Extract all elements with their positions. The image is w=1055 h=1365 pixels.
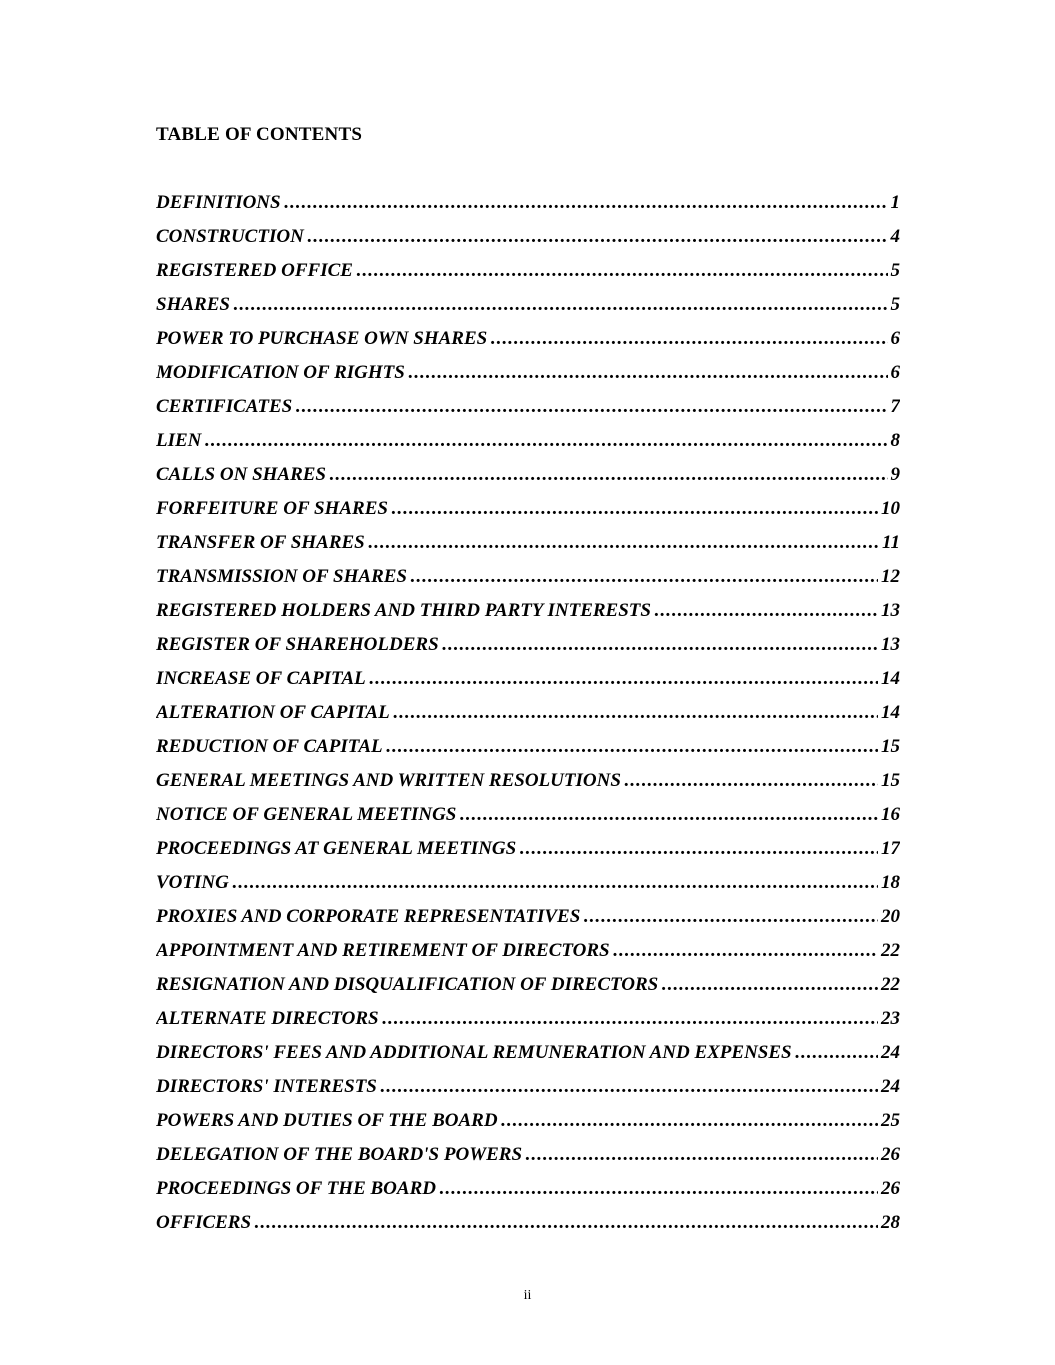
toc-dot-leader: [442, 634, 878, 656]
toc-dot-leader: [490, 328, 887, 350]
toc-entry[interactable]: [156, 226, 900, 260]
toc-dot-leader: [408, 362, 888, 384]
toc-dot-leader: [613, 940, 878, 962]
toc-entry[interactable]: [156, 634, 900, 668]
toc-dot-leader: [307, 226, 888, 248]
toc-dot-leader: [654, 600, 878, 622]
toc-dot-leader: [369, 668, 878, 690]
toc-entry[interactable]: [156, 1212, 900, 1246]
toc-dot-leader: [459, 804, 878, 826]
table-of-contents: [156, 192, 900, 1246]
toc-entry-page: 28: [881, 1212, 900, 1233]
toc-entry-title: DIRECTORS' INTERESTS: [156, 1076, 377, 1097]
toc-entry-title: OFFICERS: [156, 1212, 252, 1233]
toc-entry[interactable]: [156, 566, 900, 600]
toc-entry[interactable]: [156, 1178, 900, 1212]
toc-dot-leader: [439, 1178, 878, 1200]
toc-dot-leader: [232, 872, 878, 894]
toc-dot-leader: [410, 566, 878, 588]
toc-entry[interactable]: [156, 498, 900, 532]
toc-entry-page: 13: [881, 634, 900, 655]
toc-entry-page: 23: [881, 1008, 900, 1029]
toc-dot-leader: [329, 464, 888, 486]
toc-entry[interactable]: [156, 430, 900, 464]
toc-entry[interactable]: [156, 1076, 900, 1110]
toc-entry-title: PROCEEDINGS AT GENERAL MEETINGS: [156, 838, 517, 859]
toc-entry-title: DELEGATION OF THE BOARD'S POWERS: [156, 1144, 523, 1165]
toc-entry[interactable]: [156, 872, 900, 906]
toc-entry-page: 11: [882, 532, 900, 553]
toc-dot-leader: [795, 1042, 878, 1064]
toc-entry-page: 24: [881, 1042, 900, 1063]
toc-entry[interactable]: [156, 702, 900, 736]
toc-entry-page: 4: [890, 226, 900, 247]
toc-dot-leader: [661, 974, 878, 996]
toc-entry[interactable]: [156, 1110, 900, 1144]
toc-entry[interactable]: [156, 192, 900, 226]
toc-entry-title: REDUCTION OF CAPITAL: [156, 736, 383, 757]
toc-entry-title: RESIGNATION AND DISQUALIFICATION OF DIRECTORS: [156, 974, 659, 995]
toc-dot-leader: [380, 1076, 878, 1098]
toc-entry-page: 26: [881, 1178, 900, 1199]
toc-dot-leader: [583, 906, 878, 928]
toc-entry-title: FORFEITURE OF SHARES: [156, 498, 388, 519]
toc-entry-page: 14: [881, 668, 900, 689]
toc-entry-page: 15: [881, 770, 900, 791]
toc-entry-page: 1: [890, 192, 900, 213]
toc-entry-page: 15: [881, 736, 900, 757]
toc-entry-title: REGISTERED OFFICE: [156, 260, 353, 281]
toc-entry-page: 9: [890, 464, 900, 485]
toc-entry-title: POWER TO PURCHASE OWN SHARES: [156, 328, 488, 349]
toc-entry[interactable]: [156, 906, 900, 940]
toc-entry-page: 22: [881, 974, 900, 995]
toc-entry[interactable]: [156, 804, 900, 838]
toc-entry[interactable]: [156, 736, 900, 770]
toc-entry-page: 24: [881, 1076, 900, 1097]
toc-entry-title: GENERAL MEETINGS AND WRITTEN RESOLUTIONS: [156, 770, 621, 791]
toc-entry-page: 14: [881, 702, 900, 723]
toc-entry-page: 20: [881, 906, 900, 927]
toc-entry[interactable]: [156, 362, 900, 396]
toc-dot-leader: [386, 736, 878, 758]
toc-entry-page: 26: [881, 1144, 900, 1165]
page-number: ii: [523, 1288, 532, 1303]
toc-entry-title: PROCEEDINGS OF THE BOARD: [156, 1178, 436, 1199]
toc-dot-leader: [525, 1144, 878, 1166]
toc-entry-title: APPOINTMENT AND RETIREMENT OF DIRECTORS: [156, 940, 610, 961]
toc-entry-page: 10: [881, 498, 900, 519]
toc-entry[interactable]: [156, 600, 900, 634]
toc-entry-title: REGISTERED HOLDERS AND THIRD PARTY INTERESTS: [156, 600, 651, 621]
toc-entry-page: 12: [881, 566, 900, 587]
toc-entry-title: MODIFICATION OF RIGHTS: [156, 362, 405, 383]
toc-entry-page: 6: [890, 328, 900, 349]
toc-entry-title: SHARES: [156, 294, 230, 315]
toc-entry[interactable]: [156, 1042, 900, 1076]
toc-entry-page: 16: [881, 804, 900, 825]
toc-entry-title: TRANSFER OF SHARES: [156, 532, 365, 553]
toc-dot-leader: [254, 1212, 878, 1234]
toc-dot-leader: [233, 294, 888, 316]
toc-entry-title: REGISTER OF SHAREHOLDERS: [156, 634, 439, 655]
toc-entry-title: CERTIFICATES: [156, 396, 293, 417]
toc-dot-leader: [501, 1110, 878, 1132]
toc-dot-leader: [391, 498, 878, 520]
toc-entry-page: 5: [890, 294, 900, 315]
toc-dot-leader: [368, 532, 879, 554]
toc-entry-page: 18: [881, 872, 900, 893]
toc-entry[interactable]: [156, 464, 900, 498]
toc-entry[interactable]: [156, 770, 900, 804]
toc-entry-page: 25: [881, 1110, 900, 1131]
toc-entry-title: VOTING: [156, 872, 229, 893]
toc-entry[interactable]: [156, 940, 900, 974]
toc-entry[interactable]: [156, 260, 900, 294]
toc-entry[interactable]: [156, 1144, 900, 1178]
toc-entry-page: 8: [890, 430, 900, 451]
toc-entry-title: CONSTRUCTION: [156, 226, 304, 247]
toc-entry-page: 17: [881, 838, 900, 859]
toc-entry-page: 13: [881, 600, 900, 621]
toc-entry-title: TRANSMISSION OF SHARES: [156, 566, 407, 587]
toc-entry[interactable]: [156, 668, 900, 702]
toc-entry-title: POWERS AND DUTIES OF THE BOARD: [156, 1110, 498, 1131]
toc-entry[interactable]: [156, 294, 900, 328]
toc-dot-leader: [284, 192, 888, 214]
toc-entry[interactable]: [156, 1008, 900, 1042]
toc-entry-title: ALTERNATE DIRECTORS: [156, 1008, 379, 1029]
toc-entry-page: 5: [890, 260, 900, 281]
toc-dot-leader: [204, 430, 887, 452]
toc-entry-page: 22: [881, 940, 900, 961]
toc-entry-title: INCREASE OF CAPITAL: [156, 668, 366, 689]
toc-entry[interactable]: [156, 974, 900, 1008]
toc-entry[interactable]: [156, 396, 900, 430]
toc-dot-leader: [382, 1008, 878, 1030]
toc-entry[interactable]: [156, 838, 900, 872]
toc-dot-leader: [295, 396, 887, 418]
toc-entry-page: 6: [890, 362, 900, 383]
toc-entry-title: LIEN: [156, 430, 202, 451]
page-title: TABLE OF CONTENTS: [156, 124, 363, 145]
toc-entry[interactable]: [156, 328, 900, 362]
toc-entry[interactable]: [156, 532, 900, 566]
toc-dot-leader: [393, 702, 878, 724]
toc-entry-title: NOTICE OF GENERAL MEETINGS: [156, 804, 457, 825]
toc-entry-title: ALTERATION OF CAPITAL: [156, 702, 390, 723]
toc-entry-page: 7: [890, 396, 900, 417]
toc-dot-leader: [624, 770, 878, 792]
toc-dot-leader: [519, 838, 878, 860]
toc-entry-title: DEFINITIONS: [156, 192, 281, 213]
toc-entry-title: CALLS ON SHARES: [156, 464, 326, 485]
toc-dot-leader: [356, 260, 888, 282]
toc-entry-title: DIRECTORS' FEES AND ADDITIONAL REMUNERATION AND EXPENSES: [156, 1042, 792, 1063]
toc-entry-title: PROXIES AND CORPORATE REPRESENTATIVES: [156, 906, 581, 927]
